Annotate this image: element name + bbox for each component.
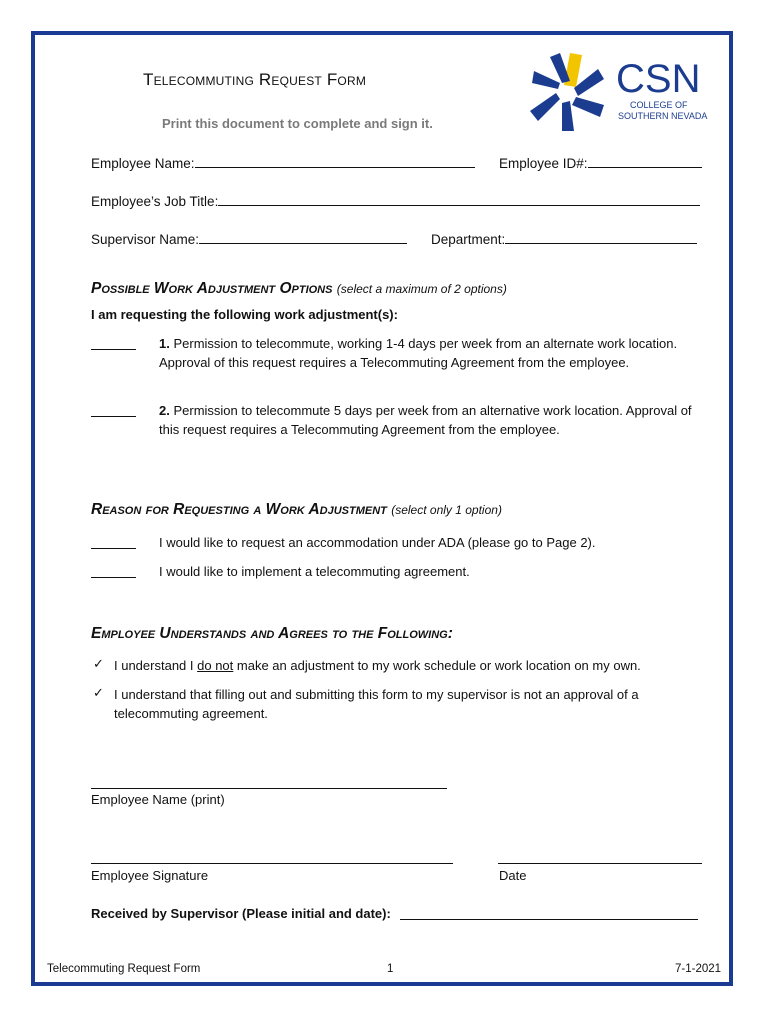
job-title-field[interactable]: [91, 191, 700, 209]
employee-id-field[interactable]: [499, 153, 702, 171]
employee-signature-label: Employee Signature: [91, 868, 209, 883]
received-by-supervisor-label: Received by Supervisor (Please initial and date):: [91, 906, 391, 921]
reason2-blank[interactable]: [91, 577, 136, 578]
logo-line1: COLLEGE OF: [630, 100, 688, 110]
job-title-label: Employee’s Job Title:: [91, 194, 219, 209]
reason-heading: Reason for Requesting a Work Adjustment (select only 1 option): [91, 501, 502, 518]
employee-name-field[interactable]: [91, 153, 475, 171]
check2-icon: ✓: [93, 685, 104, 700]
form-subtitle: Print this document to complete and sign it.: [162, 116, 433, 131]
employee-id-label: Employee ID#:: [499, 156, 588, 171]
received-by-supervisor-line[interactable]: [400, 919, 698, 920]
footer-title: Telecommuting Request Form: [47, 963, 201, 975]
employee-name-print-label: Employee Name (print): [91, 792, 225, 807]
date-line[interactable]: [498, 863, 702, 864]
work-adjustment-note: (select a maximum of 2 options): [336, 282, 507, 296]
agreement-item2: I understand that filling out and submitting this form to my supervisor is not an approval of a telecommuting agreement.: [114, 687, 639, 721]
option1-blank[interactable]: [91, 349, 136, 350]
work-adjustment-heading: Possible Work Adjustment Options (select a maximum of 2 options): [91, 280, 507, 297]
employee-signature-line[interactable]: [91, 863, 453, 864]
footer-page-number: 1: [387, 963, 394, 975]
footer-date: 7-1-2021: [675, 963, 722, 975]
option2-blank[interactable]: [91, 416, 136, 417]
department-label: Department:: [431, 232, 506, 247]
form-title: Telecommuting Request Form: [143, 70, 367, 89]
date-label: Date: [499, 868, 527, 883]
reason1-blank[interactable]: [91, 548, 136, 549]
emphasis-do-not: do not: [197, 658, 234, 673]
reason-note: (select only 1 option): [391, 503, 502, 517]
agreement-item1: I understand I do not make an adjustment to my work schedule or work location on my own.: [114, 658, 641, 673]
logo-abbr: CSN: [616, 57, 701, 101]
option2-text: 2. Permission to telecommute 5 days per week from an alternative work location. Approval of this request requires a Telecommuting Agreement from the employee.: [159, 403, 692, 437]
employee-name-label: Employee Name:: [91, 156, 195, 171]
work-adjustment-intro: I am requesting the following work adjustment(s):: [91, 307, 398, 322]
option1-text: 1. Permission to telecommute, working 1-4 days per week from an alternate work location. Approval of this request requires a Telecommuting Agreement from the employee.: [159, 336, 678, 370]
reason2-text: I would like to implement a telecommuting agreement.: [159, 564, 470, 579]
department-field[interactable]: [431, 229, 697, 247]
supervisor-name-label: Supervisor Name:: [91, 232, 200, 247]
employee-name-print-line[interactable]: [91, 788, 447, 789]
reason1-text: I would like to request an accommodation under ADA (please go to Page 2).: [159, 535, 596, 550]
agreement-heading: Employee Understands and Agrees to the Following:: [91, 625, 453, 642]
logo-line2: SOUTHERN NEVADA: [618, 111, 708, 121]
csn-star-icon: [530, 48, 710, 134]
csn-logo: [530, 48, 710, 134]
supervisor-name-field[interactable]: [91, 229, 407, 247]
check1-icon: ✓: [93, 656, 104, 671]
